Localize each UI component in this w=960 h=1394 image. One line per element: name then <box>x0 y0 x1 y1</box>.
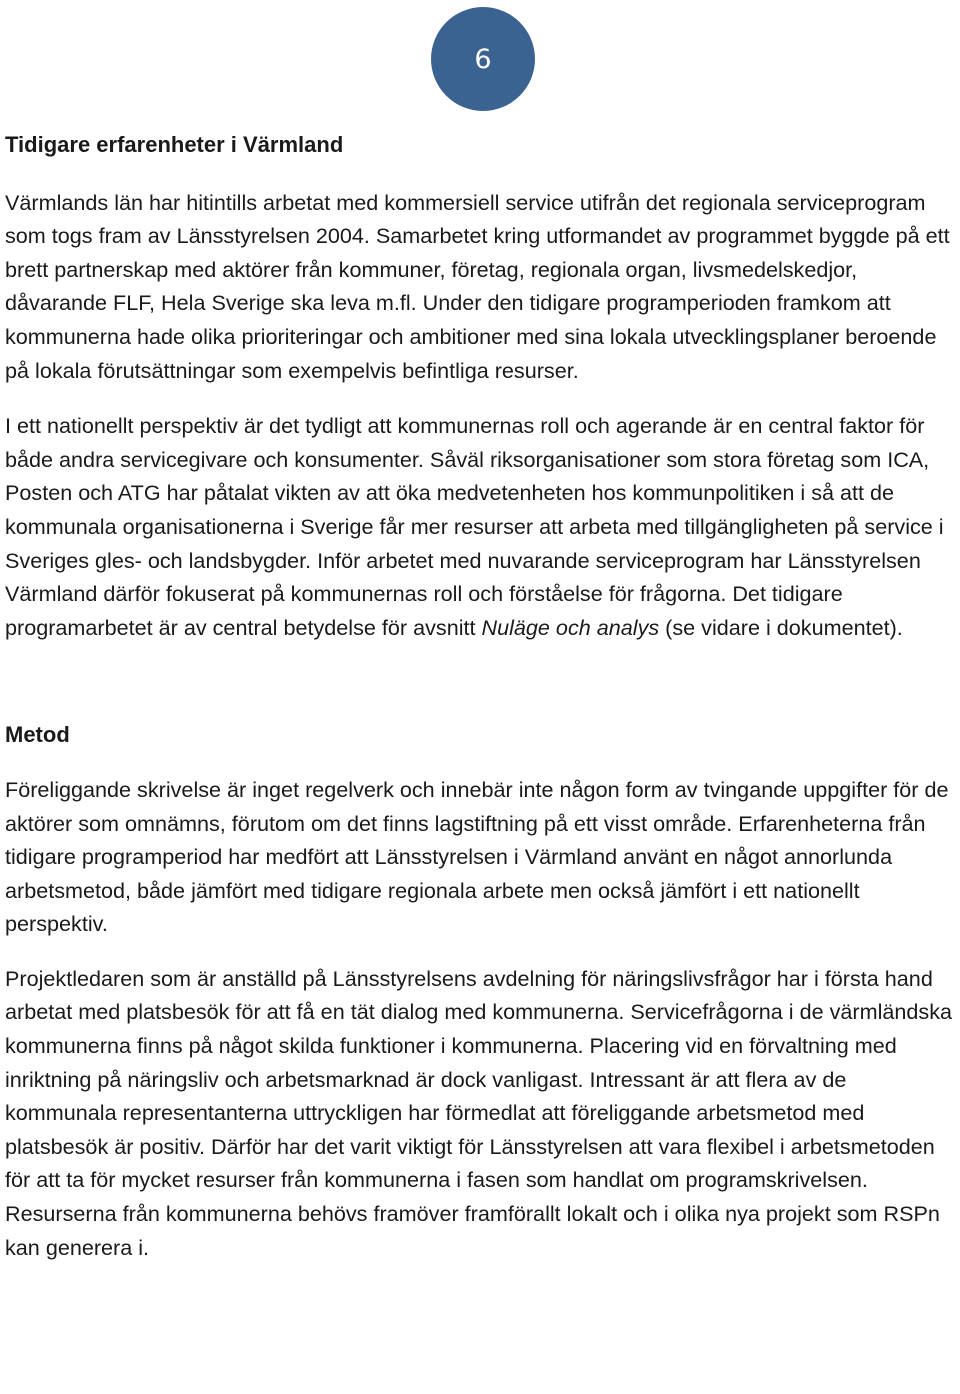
paragraph: Projektledaren som är anställd på Länsstyrelsens avdelning för näringslivsfrågor har i första hand arbetat med platsbesök för att få en tät dialog med kommunerna. Servicefrågorna i de värmländska kommunerna finns på något skilda funktioner i kommunerna. Placering vid en förvaltning med inriktning på näringsliv och arbetsmarknad är dock vanligast. Intressant är att flera av de kommunala representanterna uttryckligen har förmedlat att föreliggande arbetsmetod med platsbesök är positiv. Därför har det varit viktigt för Länsstyrelsen att vara flexibel i arbetsmetoden för att ta för mycket resurser från kommunerna i fasen som handlat om programskrivelsen. Resurserna från kommunerna behövs framöver framförallt lokalt och i olika nya projekt som RSPn kan generera i. <box>5 965 953 1260</box>
paragraph-text: I ett nationellt perspektiv är det tydligt att kommunernas roll och agerande är en central faktor för både andra servicegivare och konsumenter. Såväl riksorganisationer som stora företag som ICA, Posten och ATG har påtalat vikten av att öka medvetenheten hos kommunpolitiken i så att de kommunala organisationerna i Sverige får mer resurser att arbeta med tillgängligheten på service i Sveriges gles- och landsbygder. Inför arbetet med nuvarande serviceprogram har Länsstyrelsen Värmland därför fokuserat på kommunernas roll och förståelse för frågorna. Det tidigare programarbetet är av central betydelse för avsnitt <box>5 413 944 640</box>
paragraph: Värmlands län har hitintills arbetat med kommersiell service utifrån det regionala serviceprogram som togs fram av Länsstyrelsen 2004. Samarbetet kring utformandet av programmet byggde på ett brett partnerskap med aktörer från kommuner, företag, regionala organ, livsmedelskedjor, dåvarande FLF, Hela Sverige ska leva m.fl. Under den tidigare programperioden framkom att kommunerna hade olika prioriteringar och ambitioner med sina lokala utvecklingsplaner beroende på lokala förutsättningar som exempelvis befintliga resurser. <box>5 189 950 383</box>
page-number-badge <box>431 7 535 111</box>
paragraph <box>5 409 959 644</box>
section-heading: Tidigare erfarenheter i Värmland <box>5 132 344 157</box>
section-metod <box>5 718 959 1264</box>
section-tidigare-erfarenheter <box>5 128 959 644</box>
section-heading: Metod <box>5 722 70 748</box>
paragraph: Föreliggande skrivelse är inget regelverk och innebär inte någon form av tvingande uppgifter för de aktörer som omnämns, förutom om det finns lagstiftning på ett visst område. Erfarenheterna från tidigare programperiod har medfört att Länsstyrelsen i Värmland använt en något annorlunda arbetsmetod, både jämfört med tidigare regionala arbete men också jämfört i ett nationellt perspektiv. <box>5 776 949 937</box>
italic-reference: Nuläge och analys <box>481 614 660 640</box>
document-body <box>5 128 959 1264</box>
page-number: 6 <box>474 43 492 75</box>
paragraph-text: (se vidare i dokumentet). <box>659 614 903 640</box>
